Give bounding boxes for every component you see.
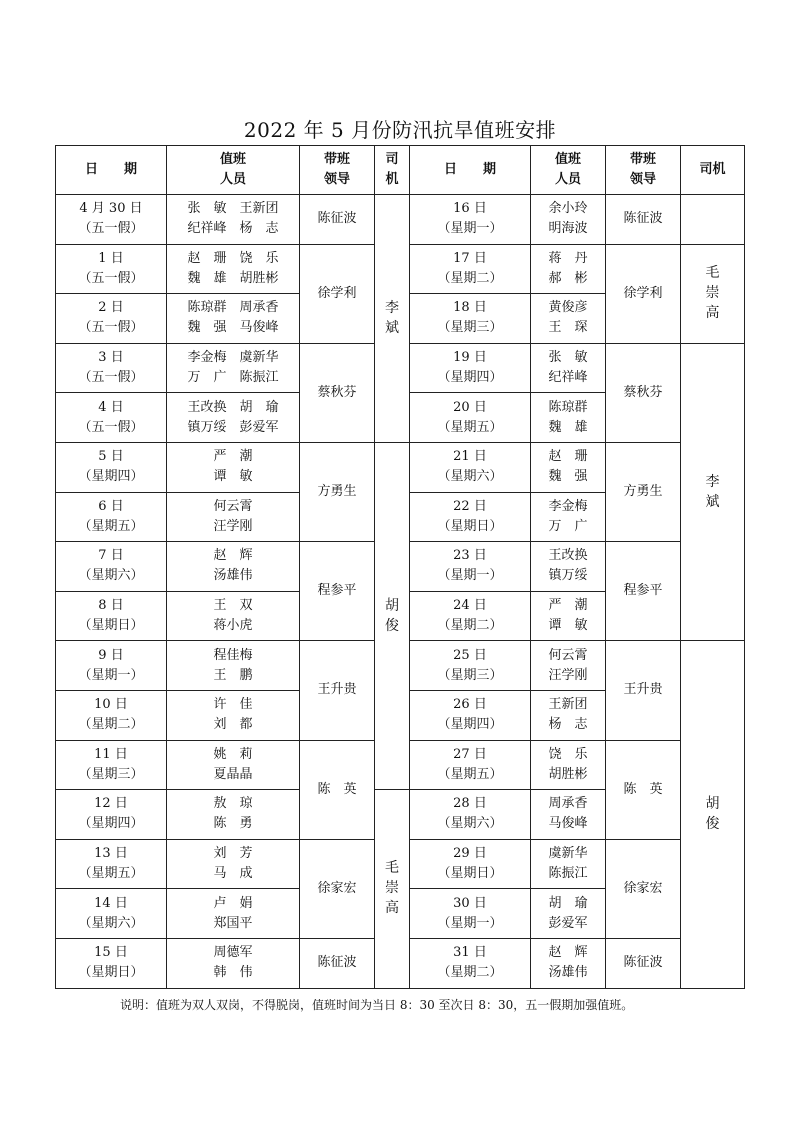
leader-cell-left: 方勇生 <box>300 442 375 541</box>
date-cell-right: 22 日 （星期日） <box>410 492 531 542</box>
date-cell-left: 6 日 （星期五） <box>56 492 167 542</box>
staff-cell-right: 周承香 马俊峰 <box>531 790 606 840</box>
staff-cell-right: 余小玲 明海波 <box>531 195 606 245</box>
driver-cell-left: 李斌 <box>375 195 410 443</box>
header-staff-right: 值班 人员 <box>531 146 606 195</box>
leader-cell-right: 蔡秋芬 <box>606 343 681 442</box>
staff-cell-right: 陈琼群 魏 雄 <box>531 393 606 443</box>
staff-cell-left: 许 佳 刘 都 <box>167 690 300 740</box>
staff-cell-right: 饶 乐 胡胜彬 <box>531 740 606 790</box>
staff-cell-right: 蒋 丹 郝 彬 <box>531 244 606 294</box>
date-cell-left: 8 日 （星期日） <box>56 591 167 641</box>
staff-cell-right: 赵 珊 魏 强 <box>531 442 606 492</box>
date-cell-right: 21 日 （星期六） <box>410 442 531 492</box>
leader-cell-left: 徐学利 <box>300 244 375 343</box>
header-staff-left: 值班 人员 <box>167 146 300 195</box>
leader-cell-left: 陈 英 <box>300 740 375 839</box>
leader-cell-right: 徐学利 <box>606 244 681 343</box>
leader-cell-right: 陈 英 <box>606 740 681 839</box>
leader-cell-left: 陈征波 <box>300 195 375 245</box>
leader-cell-left: 蔡秋芬 <box>300 343 375 442</box>
leader-cell-right: 陈征波 <box>606 938 681 988</box>
driver-cell-left: 胡俊 <box>375 442 410 789</box>
staff-cell-right: 严 潮 谭 敏 <box>531 591 606 641</box>
header-date-right: 日 期 <box>410 146 531 195</box>
date-cell-right: 26 日 （星期四） <box>410 690 531 740</box>
leader-cell-right: 方勇生 <box>606 442 681 541</box>
driver-cell-left: 毛崇高 <box>375 790 410 988</box>
header-date-left: 日 期 <box>56 146 167 195</box>
staff-cell-left: 敖 琼 陈 勇 <box>167 790 300 840</box>
leader-cell-left: 程参平 <box>300 542 375 641</box>
staff-cell-right: 黄俊彦 王 琛 <box>531 294 606 344</box>
header-driver-left: 司 机 <box>375 146 410 195</box>
date-cell-left: 15 日 （星期日） <box>56 938 167 988</box>
date-cell-right: 30 日 （星期一） <box>410 889 531 939</box>
header-leader-right: 带班 领导 <box>606 146 681 195</box>
date-cell-left: 7 日 （星期六） <box>56 542 167 592</box>
leader-cell-right: 程参平 <box>606 542 681 641</box>
table-row <box>56 442 745 492</box>
staff-cell-right: 李金梅 万 广 <box>531 492 606 542</box>
date-cell-left: 12 日 （星期四） <box>56 790 167 840</box>
date-cell-right: 27 日 （星期五） <box>410 740 531 790</box>
date-cell-left: 4 月 30 日 （五一假） <box>56 195 167 245</box>
date-cell-right: 20 日 （星期五） <box>410 393 531 443</box>
header-leader-left: 带班 领导 <box>300 146 375 195</box>
date-cell-right: 16 日 （星期一） <box>410 195 531 245</box>
date-cell-right: 18 日 （星期三） <box>410 294 531 344</box>
date-cell-left: 4 日 （五一假） <box>56 393 167 443</box>
driver-cell-right: 李斌 <box>681 343 745 641</box>
staff-cell-right: 胡 瑜 彭爱军 <box>531 889 606 939</box>
page-title: 2022 年 5 月份防汛抗旱值班安排 <box>243 118 557 142</box>
staff-cell-left: 刘 芳 马 成 <box>167 839 300 889</box>
schedule-body <box>56 195 745 989</box>
date-cell-left: 2 日 （五一假） <box>56 294 167 344</box>
staff-cell-left: 赵 珊 饶 乐 魏 雄 胡胜彬 <box>167 244 300 294</box>
date-cell-left: 5 日 （星期四） <box>56 442 167 492</box>
staff-cell-right: 赵 辉 汤雄伟 <box>531 938 606 988</box>
header-row <box>56 146 745 195</box>
date-cell-left: 14 日 （星期六） <box>56 889 167 939</box>
staff-cell-left: 陈琼群 周承香 魏 强 马俊峰 <box>167 294 300 344</box>
leader-cell-left: 徐家宏 <box>300 839 375 938</box>
date-cell-right: 31 日 （星期二） <box>410 938 531 988</box>
driver-cell-right: 毛崇高 <box>681 244 745 343</box>
date-cell-right: 17 日 （星期二） <box>410 244 531 294</box>
footnote: 说明：值班为双人双岗，不得脱岗，值班时间为当日 8：30 至次日 8：30，五一假期加强值班。 <box>120 998 634 1012</box>
staff-cell-left: 严 潮 谭 敏 <box>167 442 300 492</box>
date-cell-right: 24 日 （星期二） <box>410 591 531 641</box>
staff-cell-right: 何云霄 汪学刚 <box>531 641 606 691</box>
date-cell-right: 29 日 （星期日） <box>410 839 531 889</box>
date-cell-left: 11 日 （星期三） <box>56 740 167 790</box>
date-cell-right: 23 日 （星期一） <box>410 542 531 592</box>
date-cell-right: 19 日 （星期四） <box>410 343 531 393</box>
staff-cell-left: 周德军 韩 伟 <box>167 938 300 988</box>
header-driver-right: 司机 <box>681 146 745 195</box>
date-cell-left: 10 日 （星期二） <box>56 690 167 740</box>
duty-schedule-table <box>55 145 745 989</box>
staff-cell-right: 张 敏 纪祥峰 <box>531 343 606 393</box>
leader-cell-right: 徐家宏 <box>606 839 681 938</box>
staff-cell-left: 李金梅 虞新华 万 广 陈振江 <box>167 343 300 393</box>
driver-cell-right: 胡俊 <box>681 641 745 988</box>
date-cell-left: 13 日 （星期五） <box>56 839 167 889</box>
staff-cell-left: 姚 莉 夏晶晶 <box>167 740 300 790</box>
staff-cell-left: 何云霄 汪学刚 <box>167 492 300 542</box>
date-cell-left: 3 日 （五一假） <box>56 343 167 393</box>
date-cell-right: 25 日 （星期三） <box>410 641 531 691</box>
staff-cell-right: 虞新华 陈振江 <box>531 839 606 889</box>
table-row <box>56 195 745 245</box>
staff-cell-right: 王改换 镇万绥 <box>531 542 606 592</box>
driver-cell-right <box>681 195 745 245</box>
leader-cell-left: 王升贵 <box>300 641 375 740</box>
date-cell-left: 1 日 （五一假） <box>56 244 167 294</box>
leader-cell-left: 陈征波 <box>300 938 375 988</box>
staff-cell-left: 程佳梅 王 鹏 <box>167 641 300 691</box>
date-cell-right: 28 日 （星期六） <box>410 790 531 840</box>
staff-cell-left: 王改换 胡 瑜 镇万绥 彭爱军 <box>167 393 300 443</box>
staff-cell-left: 卢 娟 郑国平 <box>167 889 300 939</box>
staff-cell-right: 王新团 杨 志 <box>531 690 606 740</box>
date-cell-left: 9 日 （星期一） <box>56 641 167 691</box>
leader-cell-right: 王升贵 <box>606 641 681 740</box>
staff-cell-left: 王 双 蒋小虎 <box>167 591 300 641</box>
leader-cell-right: 陈征波 <box>606 195 681 245</box>
staff-cell-left: 赵 辉 汤雄伟 <box>167 542 300 592</box>
staff-cell-left: 张 敏 王新团 纪祥峰 杨 志 <box>167 195 300 245</box>
